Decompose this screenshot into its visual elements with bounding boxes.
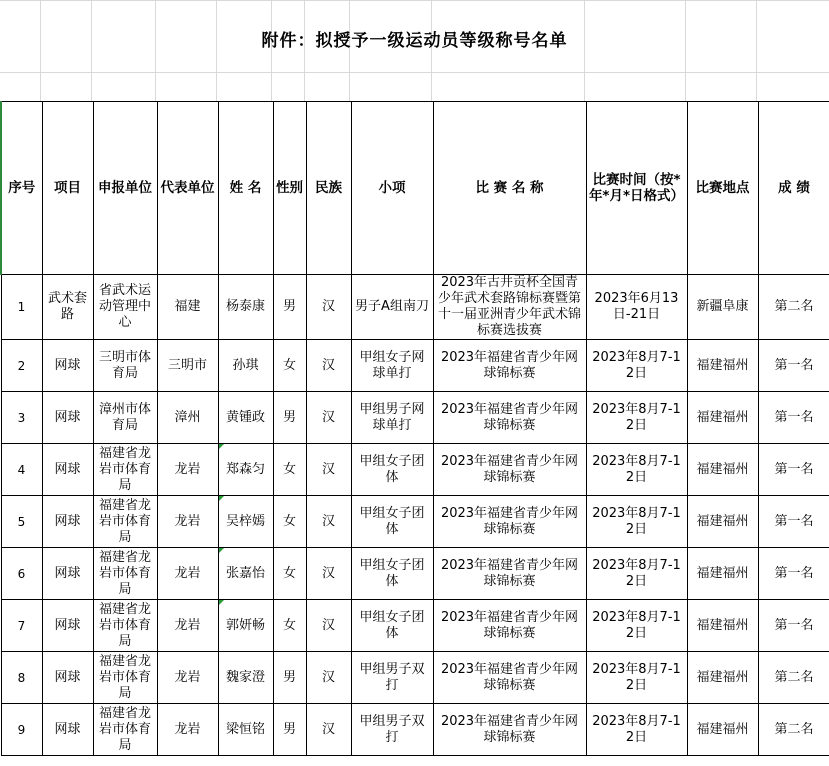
- cell-rep: 三明市: [157, 340, 218, 392]
- cell-unit: 省武术运动管理中心: [93, 275, 157, 340]
- cell-sport: 网球: [42, 496, 93, 548]
- cell-competition: 2023年福建省青少年网球锦标赛: [433, 392, 586, 444]
- cell-place: 福建福州: [687, 600, 758, 652]
- cell-ethnic: 汉: [306, 548, 351, 600]
- cell-sex: 女: [273, 496, 306, 548]
- cell-name: 郑森匀: [218, 444, 273, 496]
- cell-result: 第一名: [758, 496, 829, 548]
- cell-ethnic: 汉: [306, 652, 351, 704]
- header-cell: 小项: [351, 102, 433, 275]
- header-cell: 成 绩: [758, 102, 829, 275]
- cell-event: 甲组男子双打: [351, 704, 433, 756]
- header-cell: 序号: [1, 102, 42, 275]
- cell-rep: 龙岩: [157, 496, 218, 548]
- cell-date: 2023年6月13日-21日: [586, 275, 687, 340]
- cell-sport: 网球: [42, 704, 93, 756]
- cell-unit: 福建省龙岩市体育局: [93, 652, 157, 704]
- cell-no: 2: [1, 340, 42, 392]
- cell-ethnic: 汉: [306, 392, 351, 444]
- cell-ethnic: 汉: [306, 444, 351, 496]
- cell-name: 孙琪: [218, 340, 273, 392]
- cell-name: 黄锺政: [218, 392, 273, 444]
- cell-result: 第一名: [758, 392, 829, 444]
- cell-competition: 2023年福建省青少年网球锦标赛: [433, 600, 586, 652]
- cell-no: 9: [1, 704, 42, 756]
- table-row: [1, 496, 829, 548]
- cell-result: 第二名: [758, 704, 829, 756]
- cell-name: 魏家澄: [218, 652, 273, 704]
- cell-no: 1: [1, 275, 42, 340]
- cell-date: 2023年8月7-12日: [586, 392, 687, 444]
- cell-date: 2023年8月7-12日: [586, 444, 687, 496]
- header-cell: 民族: [306, 102, 351, 275]
- cell-competition: 2023年福建省青少年网球锦标赛: [433, 340, 586, 392]
- header-cell: 比赛地点: [687, 102, 758, 275]
- cell-date: 2023年8月7-12日: [586, 600, 687, 652]
- cell-name: 梁恒铭: [218, 704, 273, 756]
- cell-ethnic: 汉: [306, 340, 351, 392]
- cell-place: 福建福州: [687, 496, 758, 548]
- cell-result: 第二名: [758, 275, 829, 340]
- header-cell: 比 赛 名 称: [433, 102, 586, 275]
- cell-sex: 女: [273, 548, 306, 600]
- cell-ethnic: 汉: [306, 704, 351, 756]
- cell-no: 8: [1, 652, 42, 704]
- cell-place: 福建福州: [687, 444, 758, 496]
- cell-sport: 网球: [42, 444, 93, 496]
- cell-unit: 福建省龙岩市体育局: [93, 704, 157, 756]
- cell-date: 2023年8月7-12日: [586, 704, 687, 756]
- table-row: [1, 392, 829, 444]
- cell-rep: 福建: [157, 275, 218, 340]
- cell-sex: 男: [273, 392, 306, 444]
- cell-no: 4: [1, 444, 42, 496]
- cell-competition: 2023年福建省青少年网球锦标赛: [433, 704, 586, 756]
- cell-unit: 三明市体育局: [93, 340, 157, 392]
- cell-rep: 龙岩: [157, 600, 218, 652]
- cell-event: 甲组男子双打: [351, 652, 433, 704]
- header-cell: 代表单位: [157, 102, 218, 275]
- cell-event: 甲组女子团体: [351, 496, 433, 548]
- cell-name: 吴梓嫣: [218, 496, 273, 548]
- cell-no: 6: [1, 548, 42, 600]
- cell-event: 甲组女子团体: [351, 600, 433, 652]
- cell-rep: 龙岩: [157, 652, 218, 704]
- cell-place: 福建福州: [687, 652, 758, 704]
- cell-ethnic: 汉: [306, 600, 351, 652]
- table-row: [1, 652, 829, 704]
- cell-unit: 漳州市体育局: [93, 392, 157, 444]
- header-cell: 申报单位: [93, 102, 157, 275]
- cell-rep: 龙岩: [157, 444, 218, 496]
- table-row: [1, 600, 829, 652]
- cell-name: 郭妍畅: [218, 600, 273, 652]
- table-row: [1, 275, 829, 340]
- cell-date: 2023年8月7-12日: [586, 340, 687, 392]
- cell-event: 甲组女子团体: [351, 444, 433, 496]
- cell-unit: 福建省龙岩市体育局: [93, 444, 157, 496]
- cell-sex: 男: [273, 704, 306, 756]
- document-title: 附件：拟授予一级运动员等级称号名单: [261, 31, 568, 51]
- cell-sport: 武术套路: [42, 275, 93, 340]
- cell-event: 甲组男子网球单打: [351, 392, 433, 444]
- cell-rep: 龙岩: [157, 548, 218, 600]
- cell-competition: 2023年福建省青少年网球锦标赛: [433, 496, 586, 548]
- cell-date: 2023年8月7-12日: [586, 548, 687, 600]
- cell-sport: 网球: [42, 548, 93, 600]
- header-cell: 项目: [42, 102, 93, 275]
- cell-result: 第一名: [758, 600, 829, 652]
- cell-result: 第二名: [758, 652, 829, 704]
- cell-sport: 网球: [42, 652, 93, 704]
- cell-rep: 漳州: [157, 392, 218, 444]
- cell-place: 新疆阜康: [687, 275, 758, 340]
- header-cell: 性别: [273, 102, 306, 275]
- cell-place: 福建福州: [687, 340, 758, 392]
- cell-sex: 男: [273, 275, 306, 340]
- cell-event: 男子A组南刀: [351, 275, 433, 340]
- cell-sex: 女: [273, 600, 306, 652]
- cell-date: 2023年8月7-12日: [586, 496, 687, 548]
- cell-sport: 网球: [42, 392, 93, 444]
- table-row: [1, 340, 829, 392]
- cell-place: 福建福州: [687, 548, 758, 600]
- cell-event: 甲组女子团体: [351, 548, 433, 600]
- cell-no: 5: [1, 496, 42, 548]
- cell-rep: 龙岩: [157, 704, 218, 756]
- cell-competition: 2023年福建省青少年网球锦标赛: [433, 444, 586, 496]
- header-row: [1, 102, 829, 275]
- cell-event: 甲组女子网球单打: [351, 340, 433, 392]
- cell-unit: 福建省龙岩市体育局: [93, 496, 157, 548]
- cell-unit: 福建省龙岩市体育局: [93, 548, 157, 600]
- cell-place: 福建福州: [687, 392, 758, 444]
- cell-sex: 女: [273, 444, 306, 496]
- cell-name: 杨泰康: [218, 275, 273, 340]
- cell-sport: 网球: [42, 340, 93, 392]
- cell-result: 第一名: [758, 548, 829, 600]
- cell-date: 2023年8月7-12日: [586, 652, 687, 704]
- cell-result: 第一名: [758, 340, 829, 392]
- table-row: [1, 548, 829, 600]
- cell-sex: 男: [273, 652, 306, 704]
- header-cell: 姓 名: [218, 102, 273, 275]
- cell-competition: 2023年古井贡杯全国青少年武术套路锦标赛暨第十一届亚洲青少年武术锦标赛选拔赛: [433, 275, 586, 340]
- cell-no: 3: [1, 392, 42, 444]
- athlete-list-table: [0, 101, 829, 756]
- cell-unit: 福建省龙岩市体育局: [93, 600, 157, 652]
- header-cell: 比赛时间（按*年*月*日格式）: [586, 102, 687, 275]
- cell-no: 7: [1, 600, 42, 652]
- cell-sex: 女: [273, 340, 306, 392]
- cell-sport: 网球: [42, 600, 93, 652]
- table-row: [1, 704, 829, 756]
- cell-competition: 2023年福建省青少年网球锦标赛: [433, 548, 586, 600]
- cell-name: 张嘉怡: [218, 548, 273, 600]
- cell-ethnic: 汉: [306, 496, 351, 548]
- cell-result: 第一名: [758, 444, 829, 496]
- cell-place: 福建福州: [687, 704, 758, 756]
- table-row: [1, 444, 829, 496]
- cell-competition: 2023年福建省青少年网球锦标赛: [433, 652, 586, 704]
- cell-ethnic: 汉: [306, 275, 351, 340]
